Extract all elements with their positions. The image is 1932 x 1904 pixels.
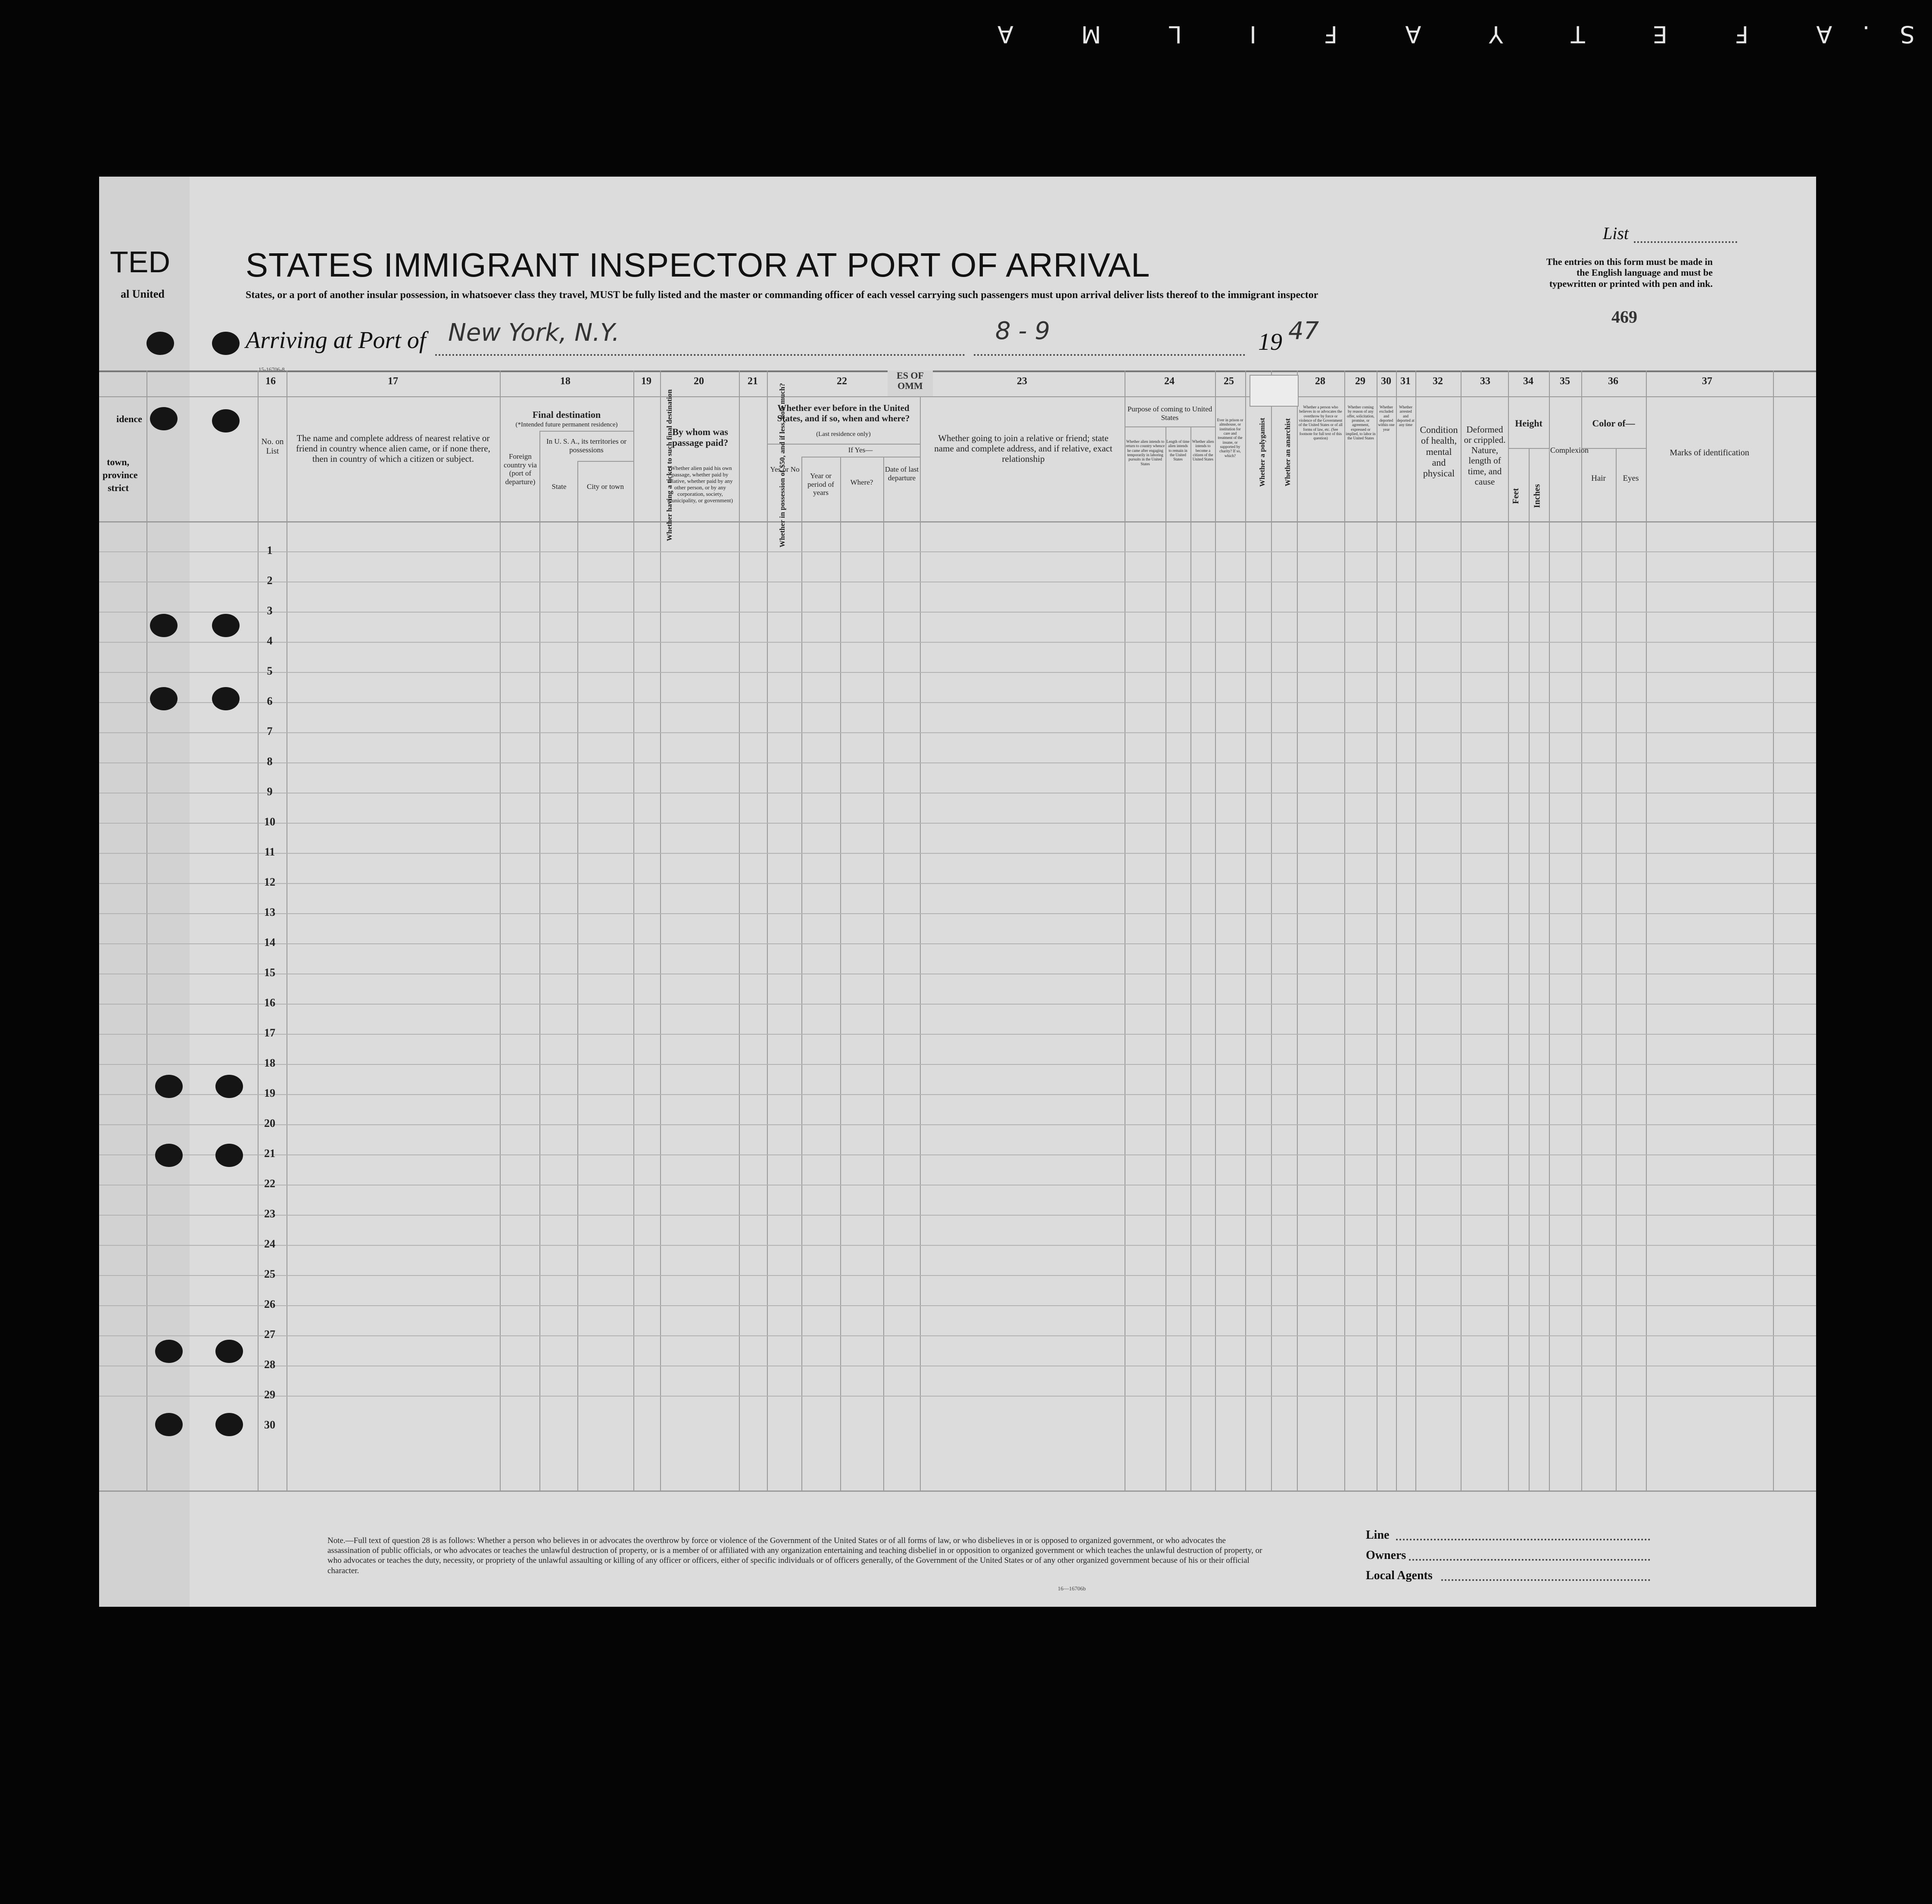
header-prison: Ever in prison or almshouse, or institution for care and treatment of the insane, or supported by charity? If so, which? — [1217, 418, 1243, 458]
column-rule — [539, 431, 540, 1490]
row-number: 30 — [264, 1419, 275, 1431]
row-rule — [99, 612, 1816, 613]
row-number: 8 — [267, 755, 273, 768]
header-where: Where? — [850, 478, 873, 486]
footer-form-code: 16—16706b — [1058, 1585, 1086, 1592]
row-rule — [99, 1305, 1816, 1306]
paper-tab — [1250, 375, 1299, 407]
row-rule — [99, 1245, 1816, 1246]
column-number: 35 — [1560, 376, 1570, 387]
row-rule — [99, 913, 1816, 914]
column-number: 37 — [1702, 376, 1712, 387]
header-fifty-dollars: Whether in possession of $50, and if less, how much? — [778, 383, 786, 548]
column-number: 33 — [1480, 376, 1490, 387]
column-rule — [1549, 370, 1550, 1490]
header-purpose: Purpose of coming to United States — [1127, 405, 1212, 422]
left-header-fragment: strict — [108, 482, 129, 493]
left-page-fragment — [99, 177, 190, 1607]
row-number: 5 — [267, 665, 273, 677]
header-rule-top — [99, 370, 1816, 372]
table-bottom-rule — [99, 1490, 1816, 1492]
column-rule — [1165, 426, 1166, 1490]
header-last-residence: (Last residence only) — [816, 431, 871, 438]
row-number: 19 — [264, 1087, 275, 1099]
header-question-29: Whether coming by reason of any offer, solicitation, promise, or agreement, expressed or implied, to labor in the United States — [1346, 405, 1376, 441]
row-number: 6 — [267, 695, 273, 707]
column-rule — [1190, 426, 1191, 1490]
row-number: 29 — [264, 1388, 275, 1401]
header-last-departure: Date of last departure — [885, 465, 919, 482]
left-header-fragment: idence — [116, 414, 142, 424]
row-number: 9 — [267, 785, 273, 798]
row-number: 23 — [264, 1207, 275, 1220]
date-handwritten: 8 - 9 — [995, 317, 1050, 345]
header-if-yes: If Yes— — [848, 446, 873, 454]
header-excluded: Whether excluded and deported within one year — [1378, 405, 1395, 432]
owners-fill-line — [1409, 1558, 1650, 1561]
column-number: 17 — [388, 376, 398, 387]
column-number: 31 — [1400, 376, 1411, 387]
form-title: STATES IMMIGRANT INSPECTOR AT PORT OF ARRIVAL — [246, 246, 1150, 284]
punch-hole — [150, 614, 178, 637]
row-number: 7 — [267, 725, 273, 737]
row-rule — [99, 642, 1816, 643]
line-label: Line — [1366, 1528, 1390, 1542]
subheader-rule — [1125, 426, 1215, 427]
subheader-rule — [539, 431, 633, 432]
row-number: 3 — [267, 604, 273, 617]
list-number: 469 — [1611, 307, 1637, 327]
header-state: State — [552, 482, 567, 491]
owners-label: Owners — [1366, 1549, 1406, 1562]
header-rule — [99, 396, 1816, 397]
year-prefix: 19 — [1258, 329, 1282, 355]
row-rule — [99, 853, 1816, 854]
column-number: 16 — [265, 376, 276, 387]
left-subtitle-fragment: al United — [121, 288, 165, 300]
header-hair: Hair — [1591, 474, 1606, 483]
punch-hole — [155, 1340, 183, 1363]
row-number: 25 — [264, 1268, 275, 1280]
date-fill-line — [974, 353, 1245, 356]
header-purpose-length: Length of time alien intends to remain in the United States — [1166, 439, 1190, 462]
header-relative-address: The name and complete address of nearest relative or friend in country whence alien came, or if none there, then in country of which a citizen or subject. — [296, 433, 490, 464]
column-number: 20 — [694, 376, 704, 387]
column-rule — [1271, 370, 1272, 1490]
row-rule — [99, 943, 1816, 944]
header-purpose-return: Whether alien intends to return to country whence he came after engaging temporarily in laboring pursuits in the United States — [1125, 439, 1165, 466]
row-number: 28 — [264, 1358, 275, 1371]
entries-instruction: The entries on this form must be made in the English language and must be typewritten or printed with pen and ink. — [1546, 256, 1713, 289]
header-marks: Marks of identification — [1670, 448, 1749, 457]
punch-hole — [146, 332, 174, 355]
agents-fill-line — [1441, 1578, 1650, 1581]
row-number: 17 — [264, 1027, 275, 1039]
column-number: 18 — [560, 376, 570, 387]
header-complexion: Complexion — [1550, 446, 1589, 454]
punch-hole — [215, 1340, 243, 1363]
row-rule — [99, 1034, 1816, 1035]
header-inches: Inches — [1532, 484, 1542, 508]
header-polygamist: Whether a polygamist — [1258, 417, 1267, 487]
column-rule — [1773, 370, 1774, 1490]
column-rule — [500, 370, 501, 1490]
row-number: 20 — [264, 1117, 275, 1129]
column-rule — [1215, 370, 1216, 1490]
punch-hole — [212, 614, 240, 637]
row-number: 21 — [264, 1147, 275, 1160]
punch-hole — [215, 1413, 243, 1436]
column-rule — [1508, 370, 1509, 1490]
row-rule — [99, 762, 1816, 763]
column-number: 24 — [1164, 376, 1175, 387]
column-number: 21 — [748, 376, 758, 387]
row-rule — [99, 1335, 1816, 1336]
header-health: Condition of health, mental and physical — [1420, 424, 1458, 479]
row-rule — [99, 1275, 1816, 1276]
left-header-fragment: town, — [107, 457, 129, 467]
column-number: 36 — [1608, 376, 1618, 387]
column-rule — [1245, 370, 1246, 1490]
column-rule — [739, 370, 740, 1490]
punch-hole — [155, 1075, 183, 1098]
row-number: 26 — [264, 1298, 275, 1310]
column-number: 23 — [1017, 376, 1027, 387]
header-feet: Feet — [1511, 488, 1521, 504]
header-deformed: Deformed or crippled. Nature, length of time, and cause — [1464, 424, 1506, 487]
punch-hole — [155, 1144, 183, 1167]
list-label: List — [1603, 224, 1629, 243]
row-number: 15 — [264, 966, 275, 979]
punch-hole — [150, 407, 178, 430]
row-rule — [99, 1154, 1816, 1155]
row-number: 18 — [264, 1057, 275, 1069]
column-number: 22 — [837, 376, 847, 387]
subheader-rule — [767, 444, 920, 445]
column-number: 25 — [1224, 376, 1234, 387]
row-rule — [99, 1124, 1816, 1125]
punch-hole — [212, 332, 240, 355]
row-number: 11 — [264, 846, 275, 858]
header-year-period: Year or period of years — [807, 472, 834, 497]
column-number: 30 — [1381, 376, 1391, 387]
header-final-destination: Final destination — [532, 409, 601, 420]
line-fill-line — [1396, 1538, 1650, 1540]
column-rule — [1646, 370, 1647, 1490]
row-number: 27 — [264, 1328, 275, 1341]
header-ticket: Whether having a ticket to such final destination — [665, 389, 674, 541]
column-number: 34 — [1523, 376, 1533, 387]
row-number: 4 — [267, 635, 273, 647]
inspector-stamp — [888, 370, 933, 396]
column-rule — [767, 370, 768, 1490]
footnote-question-28: Note.—Full text of question 28 is as follows: Whether a person who believes in or advocates the overthrow by force or violence of the Government of the United States or of all forms of law, or who disbelieves in or is opposed to organized government, or who advocates the assassination of public officials, or who advocates or teaches the unlawful destruction of property, or is a member of or affiliated with any organization entertaining and teaching disbelief in or opposition to organized government or which teaches the unlawful destruction of property, or who advocates or teaches the duty, necessity, or propriety of the unlawful assaulting or killing of any officer or officers, either of specific individuals or of officers generally, of the Government of the United States or of any other organized government because of his or their official character. — [327, 1536, 1262, 1575]
row-rule — [99, 1215, 1816, 1216]
port-fill-line — [435, 353, 965, 356]
header-purpose-citizen: Whether alien intends to become a citizen of the United States — [1192, 439, 1214, 462]
film-edge-label: S.A F E T Y A F I L M A — [967, 21, 1915, 48]
column-number: 19 — [641, 376, 651, 387]
row-rule — [99, 1094, 1816, 1095]
punch-hole — [215, 1144, 243, 1167]
header-ever-before: Whether ever before in the United States, and if so, when and where? — [777, 403, 910, 424]
header-join-relative: Whether going to join a relative or friend; state name and complete address, and if relative, exact relationship — [934, 433, 1112, 464]
row-number: 22 — [264, 1177, 275, 1190]
header-city-town: City or town — [587, 482, 624, 491]
column-rule — [1529, 448, 1530, 1490]
column-number: 32 — [1433, 376, 1443, 387]
left-header-fragment: province — [103, 470, 138, 480]
punch-hole — [212, 687, 240, 710]
row-number: 12 — [264, 876, 275, 888]
local-agents-label: Local Agents — [1366, 1569, 1433, 1582]
column-rule — [1344, 370, 1345, 1490]
manifest-sheet — [99, 177, 1816, 1607]
arriving-label: Arriving at Port of — [246, 327, 426, 354]
punch-hole — [155, 1413, 183, 1436]
column-rule — [660, 370, 661, 1490]
subheader-rule — [577, 461, 633, 462]
stamp-line-2: OMM — [897, 380, 923, 392]
column-number: 29 — [1355, 376, 1365, 387]
header-arrested: Whether arrested and deported at any time — [1397, 405, 1415, 427]
form-number: 15-16706-8 — [259, 366, 285, 373]
subheader-rule — [1581, 448, 1646, 449]
header-rule-bottom — [99, 521, 1816, 523]
header-height: Height — [1515, 418, 1542, 429]
column-rule — [920, 370, 921, 1490]
column-rule — [1415, 370, 1416, 1490]
column-rule — [1581, 370, 1582, 1490]
header-no-on-list: No. on List — [261, 437, 284, 456]
header-final-destination-note: (*Intended future permanent residence) — [515, 421, 618, 428]
row-number: 14 — [264, 936, 275, 949]
punch-hole — [150, 687, 178, 710]
column-rule — [1616, 448, 1617, 1490]
row-rule — [99, 883, 1816, 884]
form-subtitle: States, or a port of another insular possession, in whatsoever class they travel, MUST be fully listed and the master or commanding officer of each vessel carrying such passengers must upon arrival deliver lists thereof to the immigrant inspector — [246, 289, 1318, 301]
row-number: 10 — [264, 815, 275, 828]
row-rule — [99, 1396, 1816, 1397]
row-rule — [99, 1064, 1816, 1065]
column-rule — [146, 370, 147, 1490]
header-question-28: Whether a person who believes in or advocates the overthrow by force or violence of the Government of the United States or of all forms of law, etc. (See footnote for full text of this question) — [1299, 405, 1343, 441]
row-number: 16 — [264, 996, 275, 1009]
header-passage-note: (Whether alien paid his own passage, whether paid by relative, whether paid by any other person, or by any corporation, society, municipality, or government) — [667, 465, 733, 504]
punch-hole — [212, 409, 240, 432]
row-number: 13 — [264, 906, 275, 918]
row-number: 24 — [264, 1238, 275, 1250]
header-color-of: Color of— — [1592, 418, 1635, 429]
column-rule — [633, 370, 634, 1490]
list-fill-line — [1634, 240, 1737, 243]
header-passage-paid: By whom was passage paid? — [672, 426, 729, 448]
header-in-usa: In U. S. A., its territories or possessions — [546, 437, 627, 454]
row-rule — [99, 823, 1816, 824]
row-rule — [99, 1004, 1816, 1005]
row-rule — [99, 702, 1816, 703]
header-anarchist: Whether an anarchist — [1284, 418, 1292, 487]
row-rule — [99, 551, 1816, 552]
row-rule — [99, 732, 1816, 733]
left-title-fragment: TED — [110, 245, 170, 279]
port-handwritten: New York, N.Y. — [448, 319, 620, 347]
row-rule — [99, 672, 1816, 673]
subheader-rule — [1508, 448, 1549, 449]
row-number: 1 — [267, 544, 273, 557]
column-rule — [1297, 370, 1298, 1490]
punch-hole — [215, 1075, 243, 1098]
stamp-line-1: ES OF — [897, 370, 924, 381]
header-eyes: Eyes — [1623, 474, 1639, 483]
header-yes-no: Yes or No — [770, 465, 800, 473]
column-number: 28 — [1315, 376, 1325, 387]
column-rule — [258, 370, 259, 1490]
row-number: 2 — [267, 574, 273, 587]
header-foreign-country: Foreign country via (port of departure) — [504, 452, 537, 486]
year-handwritten: 47 — [1288, 317, 1319, 345]
column-rule — [1396, 370, 1397, 1490]
